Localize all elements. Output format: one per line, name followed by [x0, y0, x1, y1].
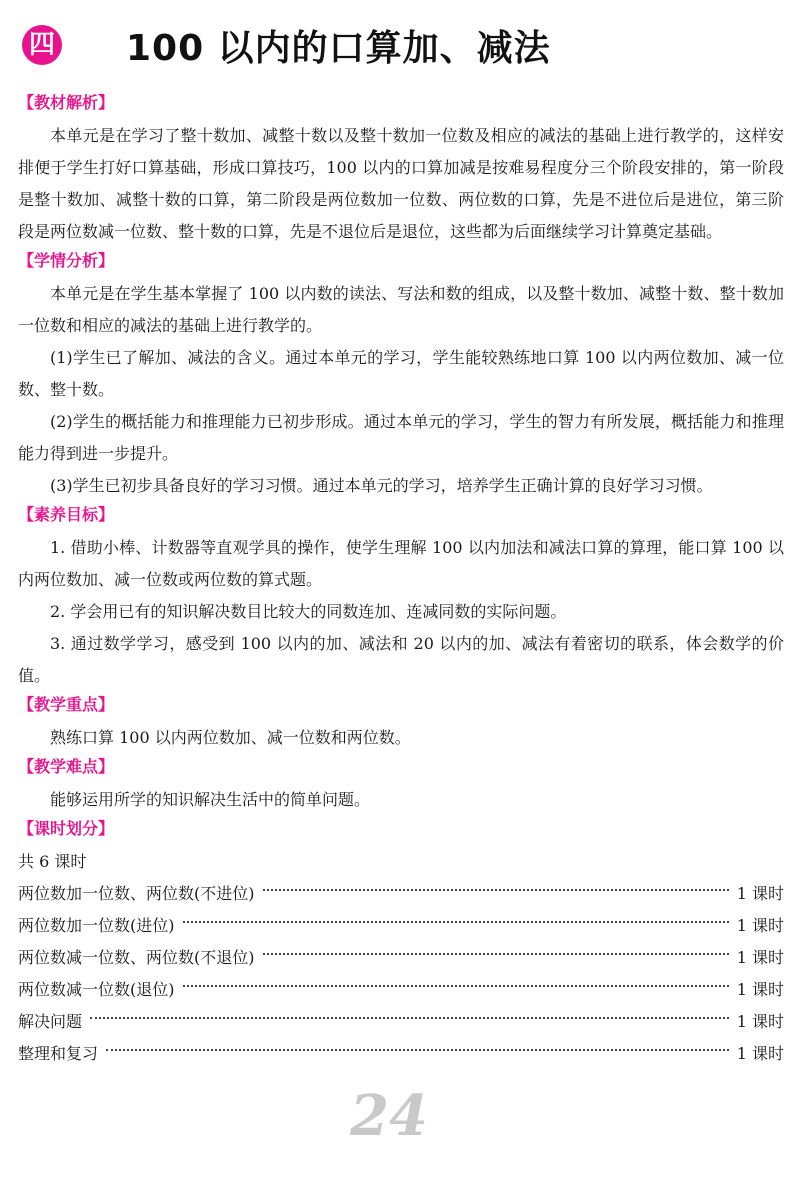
paragraph: (3)学生已初步具备良好的学习习惯。通过本单元的学习，培养学生正确计算的良好学习习惯。 [50, 476, 713, 495]
schedule-row-hours: 1 课时 [736, 948, 784, 967]
schedule-row-label: 两位数加一位数(进位) [18, 916, 175, 935]
paragraph: 1. 借助小棒、计数器等直观学具的操作，使学生理解 100 以内加法和减法口算的算理，能口算 100 以内两位数加、减一位数或两位数的算式题。 [18, 538, 784, 589]
paragraph: 能够运用所学的知识解决生活中的简单问题。 [50, 790, 371, 809]
dot-leader [90, 1017, 729, 1019]
schedule-row-label: 两位数减一位数、两位数(不退位) [18, 948, 255, 967]
page-number: 24 [350, 1083, 428, 1149]
schedule-row-label: 整理和复习 [18, 1044, 99, 1063]
paragraph: 熟练口算 100 以内两位数加、减一位数和两位数。 [50, 728, 411, 747]
schedule-row-label: 两位数加一位数、两位数(不进位) [18, 884, 255, 903]
dot-leader [183, 921, 729, 923]
section-textbook-analysis [18, 92, 784, 248]
schedule-row-hours: 1 课时 [736, 1012, 784, 1031]
schedule-row-hours: 1 课时 [736, 884, 784, 903]
section-lesson-schedule [18, 818, 784, 1070]
section-difficulties [18, 756, 784, 816]
schedule-total: 共 6 课时 [18, 852, 87, 871]
section-student-analysis [18, 250, 784, 502]
section-key-points [18, 694, 784, 754]
schedule-row-label: 解决问题 [18, 1012, 83, 1031]
dot-leader [183, 985, 729, 987]
section-competency-goals [18, 504, 784, 692]
page-title: 100 以内的口算加、减法 [126, 27, 551, 69]
schedule-row-hours: 1 课时 [736, 980, 784, 999]
dot-leader [106, 1049, 729, 1051]
schedule-row [18, 942, 784, 974]
section-heading: 【教学难点】 [18, 757, 115, 776]
dot-leader [263, 953, 729, 955]
paragraph: (2)学生的概括能力和推理能力已初步形成。通过本单元的学习，学生的智力有所发展，概括能力和推理能力得到进一步提升。 [18, 412, 784, 463]
schedule-row [18, 1038, 784, 1070]
paragraph: 3. 通过数学学习，感受到 100 以内的加、减法和 20 以内的加、减法有着密切的联系，体会数学的价值。 [18, 634, 784, 685]
schedule-row [18, 974, 784, 1006]
schedule-row-hours: 1 课时 [736, 916, 784, 935]
section-heading: 【课时划分】 [18, 819, 115, 838]
schedule-row-hours: 1 课时 [736, 1044, 784, 1063]
paragraph: (1)学生已了解加、减法的含义。通过本单元的学习，学生能较熟练地口算 100 以内两位数加、减一位数、整十数。 [18, 348, 784, 399]
schedule-row [18, 910, 784, 942]
chapter-badge: 四 [22, 25, 62, 65]
section-heading: 【学情分析】 [18, 251, 115, 270]
schedule-row [18, 878, 784, 910]
section-heading: 【素养目标】 [18, 505, 115, 524]
section-heading: 【教材解析】 [18, 93, 115, 112]
dot-leader [263, 889, 729, 891]
paragraph: 2. 学会用已有的知识解决数目比较大的同数连加、连减同数的实际问题。 [50, 602, 567, 621]
chapter-header [22, 20, 551, 70]
schedule-row [18, 1006, 784, 1038]
section-heading: 【教学重点】 [18, 695, 115, 714]
page-content [18, 92, 784, 1072]
paragraph: 本单元是在学生基本掌握了 100 以内数的读法、写法和数的组成，以及整十数加、减整十数、整十数加一位数和相应的减法的基础上进行教学的。 [18, 284, 784, 335]
schedule-row-label: 两位数减一位数(退位) [18, 980, 175, 999]
paragraph: 本单元是在学习了整十数加、减整十数以及整十数加一位数及相应的减法的基础上进行教学的，这样安排便于学生打好口算基础，形成口算技巧，100 以内的口算加减是按难易程度分三个阶段安排的，第一阶段是整十数加、减整十数的口算，第二阶段是两位数加一位数、两位数的口算，先是不进位后是进位，第三阶段是两位数减一位数、整十数的口算，先是不退位后是退位，这些都为后面继续学习计算奠定基础。 [18, 126, 784, 241]
